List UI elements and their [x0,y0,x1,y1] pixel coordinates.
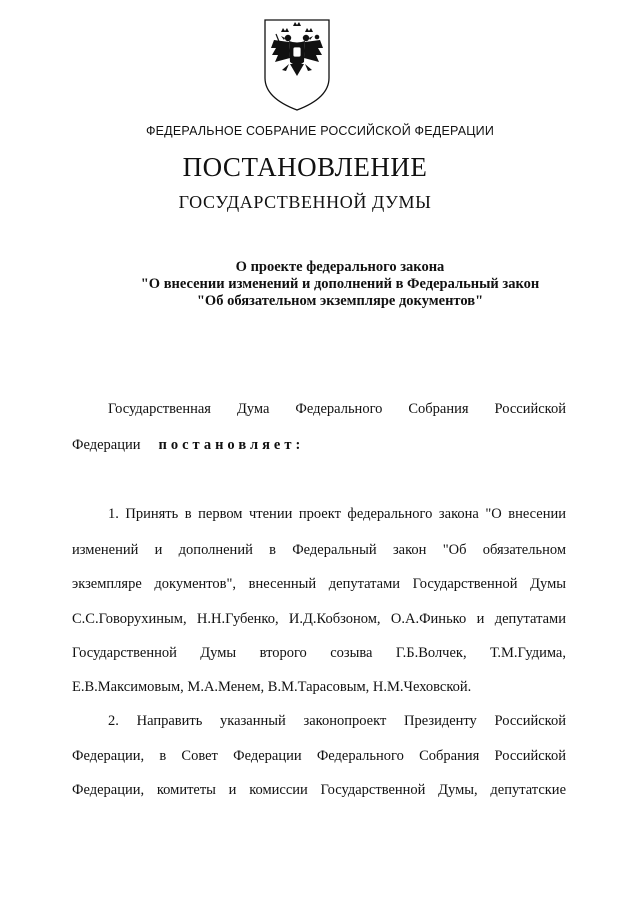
paragraph-line: С.С.Говорухиным, Н.Н.Губенко, И.Д.Кобзоном, О.А.Финько и депутатами [72,611,566,627]
subject-line: О проекте федерального закона [235,259,445,275]
document-type-title: ПОСТАНОВЛЕНИЕ [182,152,428,182]
paragraph-line: 1. Принять в первом чтении проект федерального закона "О внесении [108,506,566,522]
paragraph-line: Федерации, в Совет Федерации Федерального Собрания Российской [72,748,566,764]
decree-keyword: постановляет: [158,437,305,453]
paragraph-line: 2. Направить указанный законопроект Президенту Российской [108,713,566,729]
paragraph-line: Федерации, комитеты и комиссии Государственной Думы, депутатские [72,782,566,798]
paragraph-line: изменений и дополнений в Федеральный закон "Об обязательном [72,542,566,558]
paragraph-line: Государственной Думы второго созыва Г.Б.Волчек, Т.М.Гудима, [72,645,566,661]
paragraph-line: Е.В.Максимовым, М.А.Менем, В.М.Тарасовым, Н.М.Чеховской. [72,679,472,695]
subject-line: "О внесении изменений и дополнений в Федеральный закон [140,276,540,292]
paragraph-line: экземпляре документов", внесенный депутатами Государственной Думы [72,576,566,592]
document-subject [0,259,640,310]
issuer-title: ГОСУДАРСТВЕННОЙ ДУМЫ [178,192,432,212]
coat-of-arms-icon [262,18,332,112]
preamble-line: Государственная Дума Федерального Собрания Российской [108,401,566,417]
preamble-line [72,437,566,454]
federal-assembly-header: ФЕДЕРАЛЬНОЕ СОБРАНИЕ РОССИЙСКОЙ ФЕДЕРАЦИИ [145,124,495,138]
subject-line: "Об обязательном экземпляре документов" [196,293,484,309]
preamble-text: Федерации [72,437,141,453]
